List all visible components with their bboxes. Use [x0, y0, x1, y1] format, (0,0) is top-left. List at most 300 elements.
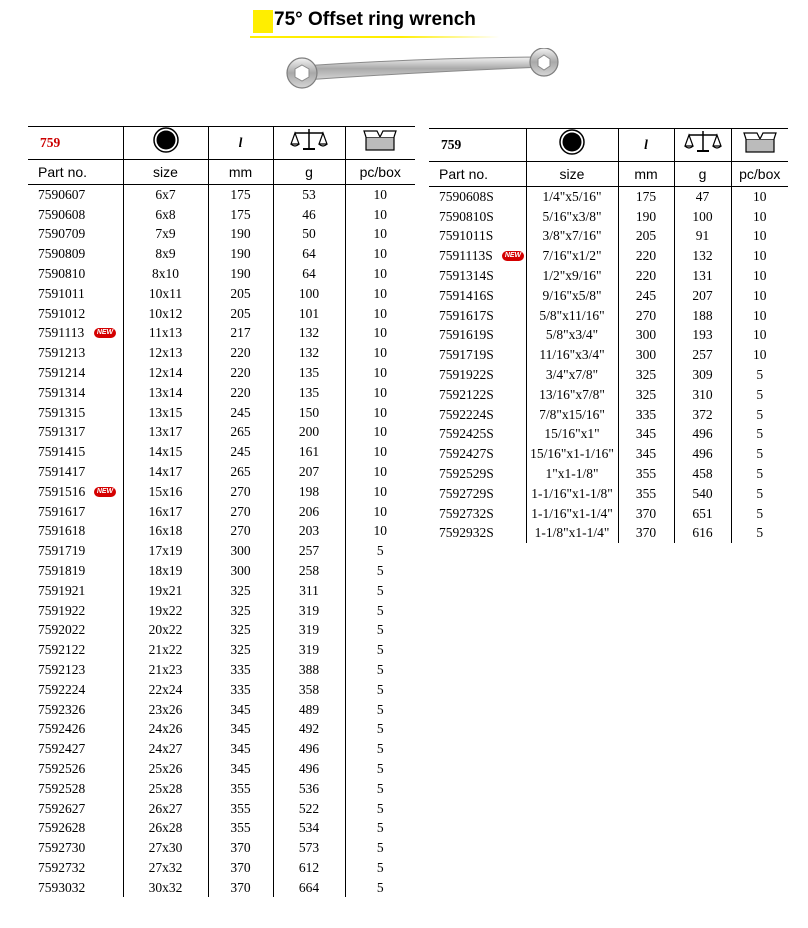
table-row	[429, 246, 788, 266]
table-row	[28, 739, 415, 759]
size-cell: 22x24	[123, 680, 208, 700]
table-row	[28, 541, 415, 561]
table-row	[28, 462, 415, 482]
size-cell: 23x26	[123, 700, 208, 720]
size-cell: 24x26	[123, 719, 208, 739]
part-cell	[28, 502, 123, 522]
table-row	[28, 680, 415, 700]
weight-cell: 536	[273, 779, 345, 799]
size-cell: 26x27	[123, 799, 208, 819]
table-row	[28, 660, 415, 680]
pcbox-cell: 5	[345, 858, 415, 878]
pcbox-cell: 5	[345, 581, 415, 601]
weight-cell: 496	[273, 759, 345, 779]
size-cell: 3/4"x7/8"	[526, 365, 618, 385]
part-number: 7591922	[38, 602, 86, 618]
length-cell: 220	[618, 246, 674, 266]
ring-profile-icon	[526, 129, 618, 162]
part-cell	[28, 462, 123, 482]
size-cell: 1/4"x5/16"	[526, 186, 618, 206]
part-cell	[28, 521, 123, 541]
weight-cell: 492	[273, 719, 345, 739]
part-cell	[429, 186, 526, 206]
part-cell	[429, 286, 526, 306]
length-cell: 270	[208, 502, 273, 522]
pcbox-cell: 5	[345, 759, 415, 779]
table-row	[429, 523, 788, 543]
part-number: 7591921	[38, 582, 86, 598]
weight-cell: 257	[273, 541, 345, 561]
part-number: 7591417	[38, 463, 86, 479]
pcbox-cell: 5	[731, 365, 788, 385]
table-row	[429, 186, 788, 206]
size-cell: 14x15	[123, 442, 208, 462]
table-row	[28, 343, 415, 363]
pcbox-cell: 10	[345, 363, 415, 383]
pcbox-cell: 5	[345, 680, 415, 700]
part-number: 7591719S	[439, 347, 494, 363]
wrench-image	[280, 48, 565, 98]
size-cell: 27x32	[123, 858, 208, 878]
part-number: 7591213	[38, 345, 86, 361]
pcbox-cell: 10	[731, 266, 788, 286]
part-cell	[28, 719, 123, 739]
table-row	[28, 561, 415, 581]
table-row	[28, 799, 415, 819]
part-number: 7592526	[38, 760, 86, 776]
length-cell: 345	[208, 719, 273, 739]
table-row	[429, 484, 788, 504]
size-cell: 5/16"x3/8"	[526, 207, 618, 227]
pcbox-cell: 5	[345, 799, 415, 819]
weight-cell: 150	[273, 403, 345, 423]
part-number: 7591618	[38, 523, 86, 539]
size-cell: 11/16"x3/4"	[526, 345, 618, 365]
part-number: 7592732	[38, 859, 86, 875]
part-number: 7591011S	[439, 228, 494, 244]
size-cell: 27x30	[123, 838, 208, 858]
size-cell: 9/16"x5/8"	[526, 286, 618, 306]
pcbox-cell: 10	[731, 325, 788, 345]
part-number: 7591214	[38, 364, 86, 380]
size-cell: 6x7	[123, 184, 208, 204]
pcbox-cell: 5	[731, 464, 788, 484]
part-number: 7592426	[38, 721, 86, 737]
part-number: 7592122	[38, 642, 86, 658]
table-row	[28, 363, 415, 383]
weight-cell: 388	[273, 660, 345, 680]
length-cell: 245	[618, 286, 674, 306]
pcbox-cell: 10	[345, 521, 415, 541]
part-number: 7590607	[38, 186, 86, 202]
size-cell: 13/16"x7/8"	[526, 385, 618, 405]
size-cell: 15/16"x1"	[526, 424, 618, 444]
part-cell	[28, 264, 123, 284]
pcbox-cell: 10	[345, 442, 415, 462]
product-number: 759	[429, 129, 526, 162]
length-cell: 325	[208, 601, 273, 621]
weight-cell: 207	[674, 286, 731, 306]
length-cell: 265	[208, 462, 273, 482]
table-row	[28, 403, 415, 423]
size-cell: 26x28	[123, 818, 208, 838]
col-size-header: size	[123, 159, 208, 184]
part-number: 7591113S	[439, 248, 493, 264]
pcbox-cell: 10	[731, 207, 788, 227]
weight-cell: 319	[273, 620, 345, 640]
table-header-labels	[28, 159, 415, 184]
table-row	[429, 444, 788, 464]
weight-cell: 311	[273, 581, 345, 601]
table-row	[28, 482, 415, 502]
weight-cell: 100	[674, 207, 731, 227]
pcbox-cell: 5	[345, 838, 415, 858]
size-cell: 8x10	[123, 264, 208, 284]
part-number: 7591415	[38, 444, 86, 460]
part-cell	[429, 207, 526, 227]
part-number: 7592326	[38, 701, 86, 717]
length-cell: 325	[208, 640, 273, 660]
size-cell: 13x15	[123, 403, 208, 423]
length-cell: 220	[208, 363, 273, 383]
size-cell: 14x17	[123, 462, 208, 482]
weight-cell: 612	[273, 858, 345, 878]
length-cell: 370	[208, 838, 273, 858]
pcbox-cell: 5	[731, 523, 788, 543]
weight-cell: 540	[674, 484, 731, 504]
size-cell: 11x13	[123, 323, 208, 343]
pcbox-cell: 5	[731, 385, 788, 405]
weight-cell: 193	[674, 325, 731, 345]
size-cell: 10x12	[123, 304, 208, 324]
table-row	[429, 306, 788, 326]
col-part-header: Part no.	[429, 161, 526, 186]
part-cell	[28, 442, 123, 462]
pcbox-cell: 5	[345, 620, 415, 640]
length-cell: 335	[208, 660, 273, 680]
length-cell: 270	[208, 521, 273, 541]
part-cell	[429, 226, 526, 246]
length-cell: 325	[618, 385, 674, 405]
length-cell: 355	[208, 818, 273, 838]
weight-cell: 91	[674, 226, 731, 246]
part-cell	[28, 581, 123, 601]
pcbox-cell: 5	[731, 444, 788, 464]
pcbox-cell: 5	[345, 779, 415, 799]
part-number: 7592224S	[439, 406, 494, 422]
table-row	[28, 205, 415, 225]
table-row	[28, 779, 415, 799]
table-row	[429, 226, 788, 246]
length-cell: 265	[208, 422, 273, 442]
table-row	[28, 858, 415, 878]
length-cell: 205	[208, 284, 273, 304]
weight-cell: 319	[273, 601, 345, 621]
weight-cell: 47	[674, 186, 731, 206]
table-row	[429, 365, 788, 385]
weight-cell: 496	[674, 424, 731, 444]
length-cell: 355	[618, 464, 674, 484]
pcbox-cell: 10	[345, 184, 415, 204]
part-cell	[28, 403, 123, 423]
weight-cell: 132	[674, 246, 731, 266]
part-number: 7591011	[38, 285, 85, 301]
length-cell: 345	[208, 759, 273, 779]
table-row	[429, 266, 788, 286]
size-cell: 19x22	[123, 601, 208, 621]
table-row	[28, 620, 415, 640]
size-cell: 19x21	[123, 581, 208, 601]
part-number: 7592730	[38, 840, 86, 856]
part-number: 7591617	[38, 503, 86, 519]
size-cell: 5/8"x3/4"	[526, 325, 618, 345]
weight-cell: 198	[273, 482, 345, 502]
pcbox-cell: 10	[731, 226, 788, 246]
part-number: 7592427	[38, 741, 86, 757]
length-cell: 355	[618, 484, 674, 504]
part-number: 7592932S	[439, 525, 494, 541]
length-cell: 300	[618, 345, 674, 365]
table-row	[28, 502, 415, 522]
part-cell	[28, 383, 123, 403]
part-number: 7592425S	[439, 426, 494, 442]
pcbox-cell: 5	[731, 405, 788, 425]
new-badge: NEW	[502, 251, 524, 261]
length-cell: 217	[208, 323, 273, 343]
weight-cell: 458	[674, 464, 731, 484]
weight-cell: 132	[273, 343, 345, 363]
size-cell: 20x22	[123, 620, 208, 640]
col-part-header: Part no.	[28, 159, 123, 184]
length-cell: 370	[618, 504, 674, 524]
weight-cell: 101	[273, 304, 345, 324]
length-cell: 175	[208, 205, 273, 225]
part-number: 7592123	[38, 661, 86, 677]
weight-cell: 135	[273, 363, 345, 383]
size-cell: 25x26	[123, 759, 208, 779]
size-cell: 6x8	[123, 205, 208, 225]
part-number: 7590810	[38, 265, 86, 281]
product-number: 759	[28, 127, 123, 160]
pcbox-cell: 10	[345, 502, 415, 522]
length-cell: 370	[208, 858, 273, 878]
size-cell: 16x17	[123, 502, 208, 522]
weight-cell: 309	[674, 365, 731, 385]
pcbox-cell: 10	[345, 284, 415, 304]
part-number: 7591819	[38, 562, 86, 578]
part-number: 7592022	[38, 622, 86, 638]
part-cell	[28, 244, 123, 264]
part-cell	[28, 878, 123, 898]
table-row	[28, 640, 415, 660]
size-cell: 1-1/16"x1-1/8"	[526, 484, 618, 504]
table-row	[28, 264, 415, 284]
table-header-icons	[429, 129, 788, 162]
size-cell: 7x9	[123, 224, 208, 244]
table-row	[28, 838, 415, 858]
part-cell	[28, 739, 123, 759]
pcbox-cell: 10	[731, 186, 788, 206]
part-cell	[429, 385, 526, 405]
length-cell: 205	[618, 226, 674, 246]
size-cell: 12x13	[123, 343, 208, 363]
pcbox-cell: 5	[731, 504, 788, 524]
pcbox-cell: 10	[345, 482, 415, 502]
part-cell	[429, 325, 526, 345]
pcbox-cell: 5	[345, 601, 415, 621]
weight-cell: 206	[273, 502, 345, 522]
box-icon	[345, 127, 415, 160]
weight-cell: 100	[273, 284, 345, 304]
part-cell	[28, 858, 123, 878]
metric-table	[28, 126, 415, 897]
length-cell: 370	[618, 523, 674, 543]
weight-cell: 664	[273, 878, 345, 898]
length-cell: 345	[208, 700, 273, 720]
part-number: 7590709	[38, 226, 86, 242]
part-number: 7591113	[38, 325, 85, 341]
weight-cell: 131	[674, 266, 731, 286]
size-cell: 1/2"x9/16"	[526, 266, 618, 286]
part-cell	[28, 561, 123, 581]
length-cell: 345	[618, 424, 674, 444]
weight-cell: 358	[273, 680, 345, 700]
table-row	[28, 224, 415, 244]
pcbox-cell: 10	[345, 224, 415, 244]
pcbox-cell: 10	[345, 205, 415, 225]
weight-cell: 651	[674, 504, 731, 524]
table-header-icons	[28, 127, 415, 160]
pcbox-cell: 10	[731, 246, 788, 266]
table-row	[28, 719, 415, 739]
size-cell: 16x18	[123, 521, 208, 541]
balance-scale-icon	[674, 129, 731, 162]
part-number: 7591314S	[439, 267, 494, 283]
part-number: 7590809	[38, 246, 86, 262]
inch-table	[429, 128, 788, 543]
length-cell: 325	[208, 581, 273, 601]
size-cell: 18x19	[123, 561, 208, 581]
length-cell: 270	[618, 306, 674, 326]
col-pc-header: pc/box	[731, 161, 788, 186]
title-underline	[250, 36, 500, 38]
part-number: 7592628	[38, 820, 86, 836]
part-number: 7591922S	[439, 366, 494, 382]
length-cell: 220	[618, 266, 674, 286]
part-cell	[28, 224, 123, 244]
part-cell	[28, 759, 123, 779]
table-row	[28, 284, 415, 304]
weight-cell: 489	[273, 700, 345, 720]
part-cell	[28, 363, 123, 383]
weight-cell: 50	[273, 224, 345, 244]
length-cell: 190	[208, 244, 273, 264]
table-row	[429, 424, 788, 444]
pcbox-cell: 10	[345, 343, 415, 363]
part-number: 7592529S	[439, 465, 494, 481]
table-header-labels	[429, 161, 788, 186]
length-cell: 300	[208, 541, 273, 561]
length-cell: 190	[618, 207, 674, 227]
length-cell: 300	[618, 325, 674, 345]
pcbox-cell: 10	[731, 286, 788, 306]
part-number: 7592528	[38, 780, 86, 796]
size-cell: 1-1/16"x1-1/4"	[526, 504, 618, 524]
size-cell: 25x28	[123, 779, 208, 799]
weight-cell: 310	[674, 385, 731, 405]
col-mm-header: mm	[208, 159, 273, 184]
part-number: 7591315	[38, 404, 86, 420]
size-cell: 8x9	[123, 244, 208, 264]
size-cell: 30x32	[123, 878, 208, 898]
pcbox-cell: 5	[731, 484, 788, 504]
weight-cell: 616	[674, 523, 731, 543]
length-cell: 190	[208, 224, 273, 244]
part-cell	[429, 306, 526, 326]
table-row	[429, 325, 788, 345]
part-cell	[28, 541, 123, 561]
part-cell	[28, 620, 123, 640]
weight-cell: 200	[273, 422, 345, 442]
part-number: 7592732S	[439, 505, 494, 521]
part-cell	[28, 482, 123, 502]
box-icon	[731, 129, 788, 162]
part-cell	[28, 700, 123, 720]
pcbox-cell: 10	[345, 403, 415, 423]
part-number: 7591619S	[439, 327, 494, 343]
pcbox-cell: 5	[345, 700, 415, 720]
length-cell: 220	[208, 383, 273, 403]
part-cell	[28, 205, 123, 225]
page-title	[250, 8, 500, 42]
weight-cell: 64	[273, 264, 345, 284]
title-text: 75° Offset ring wrench	[274, 9, 476, 30]
part-number: 7590810S	[439, 208, 494, 224]
weight-cell: 496	[273, 739, 345, 759]
part-cell	[28, 660, 123, 680]
table-row	[28, 304, 415, 324]
weight-cell: 257	[674, 345, 731, 365]
length-cell: 190	[208, 264, 273, 284]
table-row	[28, 244, 415, 264]
part-cell	[28, 779, 123, 799]
weight-cell: 132	[273, 323, 345, 343]
weight-cell: 534	[273, 818, 345, 838]
pcbox-cell: 10	[345, 264, 415, 284]
part-cell	[429, 523, 526, 543]
part-cell	[28, 343, 123, 363]
pcbox-cell: 10	[345, 422, 415, 442]
size-cell: 7/16"x1/2"	[526, 246, 618, 266]
length-cell: 335	[208, 680, 273, 700]
new-badge: NEW	[94, 487, 116, 497]
table-row	[28, 759, 415, 779]
length-cell: 205	[208, 304, 273, 324]
pcbox-cell: 10	[731, 306, 788, 326]
part-cell	[429, 246, 526, 266]
length-l-icon: l	[208, 127, 273, 160]
table-row	[429, 345, 788, 365]
title-marker	[253, 10, 273, 33]
table-row	[28, 601, 415, 621]
size-cell: 24x27	[123, 739, 208, 759]
weight-cell: 522	[273, 799, 345, 819]
table-row	[28, 581, 415, 601]
size-cell: 15/16"x1-1/16"	[526, 444, 618, 464]
table-row	[28, 323, 415, 343]
table-row	[28, 818, 415, 838]
length-cell: 245	[208, 403, 273, 423]
